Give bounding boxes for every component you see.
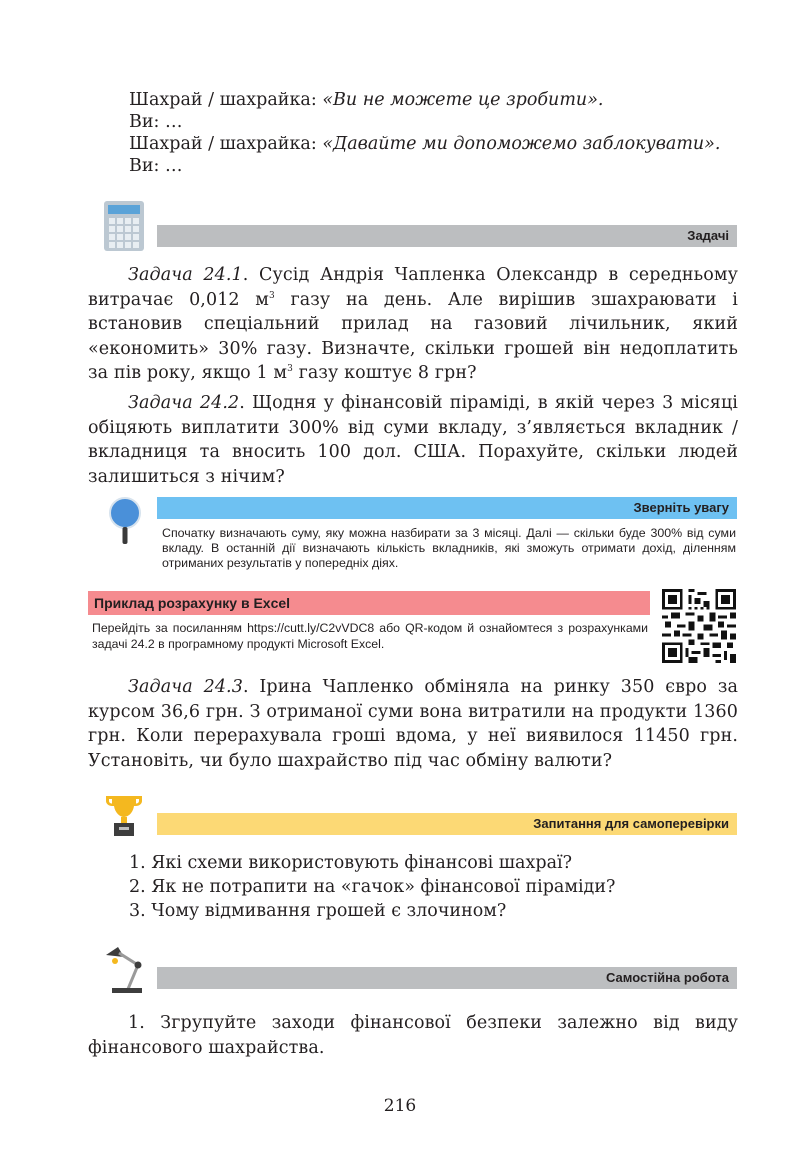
task-24-2 xyxy=(88,391,738,489)
section-header-self-check: Запитання для самоперевірки xyxy=(157,813,737,835)
section-header-tasks: Задачі xyxy=(157,225,737,247)
dialog-line-3 xyxy=(129,133,720,155)
dialog-speaker: Шахрай / шахрайка: xyxy=(129,90,317,110)
task-label: Задача 24.1 xyxy=(128,265,243,285)
question-item: 3. Чому відмивання грошей є злочином? xyxy=(129,901,507,921)
magnifier-icon xyxy=(107,496,143,546)
section-header-attention: Зверніть увагу xyxy=(157,497,737,519)
calculator-icon xyxy=(104,201,144,251)
independent-task xyxy=(88,1011,738,1060)
dialog-speaker: Ви: xyxy=(129,156,160,176)
dialog-line-1 xyxy=(129,89,603,111)
dialog-quote: … xyxy=(165,112,183,132)
task-text: . Щодня у фінансовій піраміді, в якій через 3 місяці обіцяють виплатити 300% від суми вкладу, з’являється вкладник / вкладниця та вносить 100 дол. США. Порахуйте, скільки людей залишиться з нічим? xyxy=(88,393,738,487)
dialog-quote: «Ви не можете це зробити». xyxy=(322,90,604,110)
task-label: Задача 24.2 xyxy=(128,393,240,413)
dialog-line-2 xyxy=(129,111,183,133)
page-number: 216 xyxy=(383,1096,417,1116)
trophy-icon xyxy=(100,793,148,839)
desk-lamp-icon xyxy=(102,945,150,995)
dialog-quote: … xyxy=(165,156,183,176)
dialog-line-4 xyxy=(129,155,183,177)
task-text: газу коштує 8 грн? xyxy=(292,363,477,383)
task-24-3 xyxy=(88,675,738,773)
task-text: . Ірина Чапленко обміняла на ринку 350 євро за курсом 36,6 грн. З отриманої суми вона витратили на продукти 1360 грн. Коли перерахувала гроші вдома, у неї виявилося 11450 грн. Установіть, чи було шахрайство під час обміну валюти? xyxy=(88,677,738,771)
task-text: Згрупуйте заходи фінансової безпеки залежно від виду фінансового шахрайства. xyxy=(88,1013,738,1058)
section-header-independent: Самостійна робота xyxy=(157,967,737,989)
task-text: . Сусід Андрія Чапленка Олександр в середньому витрачає 0,012 м xyxy=(88,265,738,310)
task-label: Задача 24.3 xyxy=(128,677,243,697)
question-item: 2. Як не потрапити на «гачок» фінансової піраміди? xyxy=(129,877,616,897)
dialog-quote: «Давайте ми допоможемо заблокувати». xyxy=(322,134,721,154)
task-text: газу на день. Але вирішив зшахраювати і встановив спеціальний прилад на газовий лічильник, який «економить» 30% газу. Визначте, скільки грошей він недоплатить за пів року, якщо 1 м xyxy=(88,289,738,383)
superscript: 3 xyxy=(287,364,293,374)
task-number: 1. xyxy=(128,1013,145,1033)
dialog-speaker: Ви: xyxy=(129,112,160,132)
excel-note: Перейдіть за посиланням https://cutt.ly/C2vVDC8 або QR-кодом й ознайомтеся з розрахунками задачі 24.2 в програмному продукті Microsoft Excel. xyxy=(92,621,648,651)
task-24-1 xyxy=(88,263,738,386)
question-item: 1. Які схеми використовують фінансові шахраї? xyxy=(129,853,572,873)
section-header-excel: Приклад розрахунку в Excel xyxy=(88,591,650,615)
dialog-speaker: Шахрай / шахрайка: xyxy=(129,134,317,154)
superscript: 3 xyxy=(269,290,275,301)
attention-note: Спочатку визначають суму, яку можна назбирати за 3 місяці. Далі — скільки буде 300% від суми вкладу. В останній дії визначають кількість вкладників, які зможуть отримати дохід, діленням отриманих результатів у попередніх діях. xyxy=(162,526,736,570)
qr-code[interactable] xyxy=(662,589,736,663)
